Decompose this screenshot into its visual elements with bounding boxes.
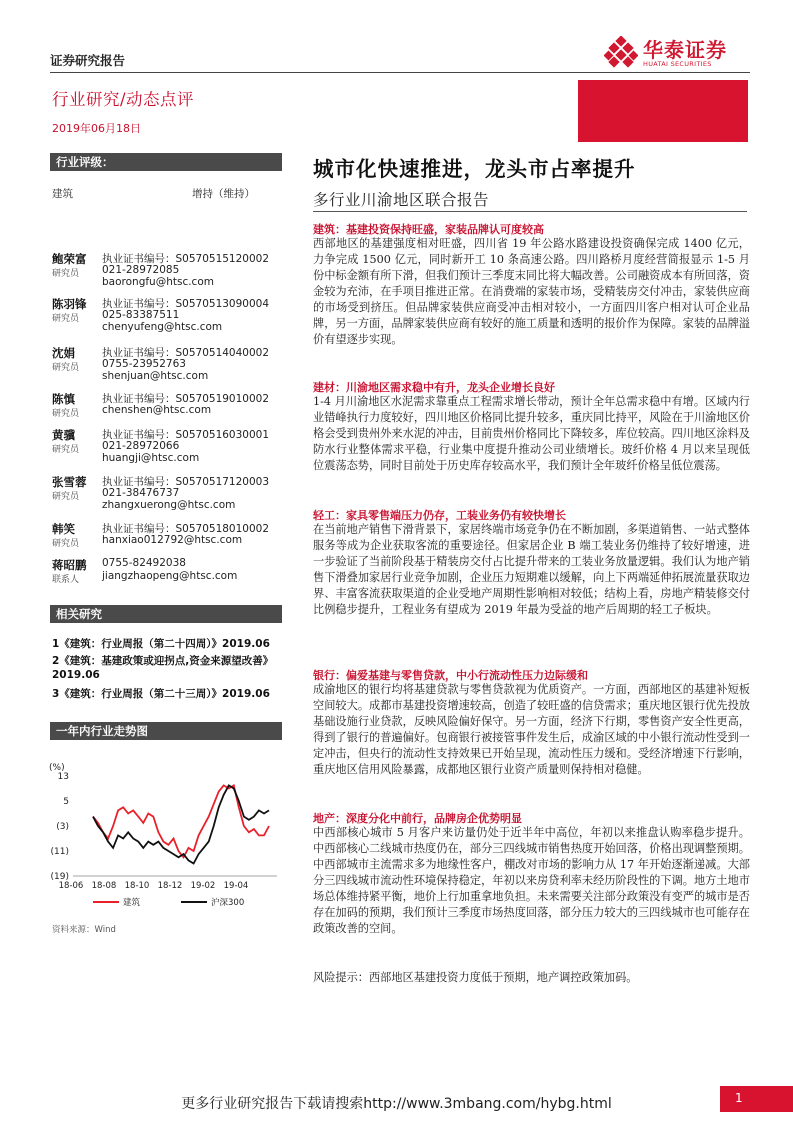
section-heading-bank: 银行：偏爱基建与零售贷款，中小行流动性压力边际缓和 xyxy=(313,669,588,682)
report-category: 行业研究/动态点评 xyxy=(52,90,195,109)
analyst-name: 张雪蓉 xyxy=(52,475,87,489)
header-red-bar xyxy=(578,80,748,142)
x-tick-label: 18-12 xyxy=(157,881,183,891)
analyst-info: 执业证书编号：S0570513090004 xyxy=(102,298,270,310)
logo-english: HUATAI SECURITIES xyxy=(643,60,712,68)
x-tick-label: 18-06 xyxy=(58,881,84,891)
analyst-role: 研究员 xyxy=(52,363,80,373)
analyst-role: 联系人 xyxy=(52,575,80,585)
footer-link[interactable]: 更多行业研究报告下载请搜索http://www.3mbang.com/hybg.html xyxy=(181,1096,612,1112)
section-heading-materials: 建材：川渝地区需求稳中有升，龙头企业增长良好 xyxy=(313,381,555,394)
chart-series xyxy=(93,785,269,863)
section-heading-realestate: 地产：深度分化中前行，品牌房企优势明显 xyxy=(313,812,522,825)
analyst-email[interactable]: baorongfu@htsc.com xyxy=(102,276,214,288)
series-line-0 xyxy=(93,785,269,857)
y-tick-label: (19) xyxy=(50,872,69,882)
analyst-email[interactable]: shenjuan@htsc.com xyxy=(102,370,209,382)
analyst-email[interactable]: chenshen@htsc.com xyxy=(102,403,212,416)
section-heading-construction: 建筑：基建投资保持旺盛，家装品牌认可度较高 xyxy=(313,223,544,236)
related-item-2[interactable]: 2《建筑：基建政策或迎拐点,资金来源望改善》2019.06 xyxy=(52,655,274,681)
related-item-1[interactable]: 1《建筑：行业周报（第二十四周）》2019.06 xyxy=(52,638,270,650)
analyst-role: 研究员 xyxy=(52,539,80,549)
rating-value: 增持（维持） xyxy=(192,188,255,200)
y-tick-label: (11) xyxy=(50,847,69,857)
page-number-bar xyxy=(720,1086,793,1112)
chart-unit-label: (%) xyxy=(49,763,65,773)
analyst-name: 鲍荣富 xyxy=(52,252,87,266)
analyst-email[interactable]: chenyufeng@htsc.com xyxy=(102,321,223,333)
rating-bar: 行业评级： xyxy=(50,153,282,171)
x-tick-label: 18-08 xyxy=(91,881,117,891)
chart-legend xyxy=(93,897,244,908)
analyst-name: 陈慎 xyxy=(52,392,75,406)
analyst-name: 黄骥 xyxy=(52,428,75,442)
analyst-email[interactable]: jiangzhaopeng@htsc.com xyxy=(102,569,238,582)
analyst-info: 执业证书编号：S0570516030001 xyxy=(102,429,270,441)
analyst-name: 蒋昭鹏 xyxy=(52,558,87,572)
report-date: 2019年06月18日 xyxy=(52,122,141,135)
analyst-info: 执业证书编号：S0570515120002 xyxy=(102,253,270,265)
trend-bar: 一年内行业走势图 xyxy=(50,722,282,740)
analyst-info: 执业证书编号：S0570518010002 xyxy=(102,523,270,535)
x-tick-label: 19-02 xyxy=(190,881,216,891)
analyst-role: 研究员 xyxy=(52,409,80,419)
huatai-logo-icon xyxy=(604,36,638,70)
section-body-realestate: 中西部核心城市 5 月客户来访量仍处于近半年中高位，年初以来推盘认购率稳步提升。中西部核心二线城市热度仍在，部分三四线城市销售热度开始回落，价格出现调整预期。中西部城市主流需求多为地缘性客户，棚改对市场的影响力从 17 年开始逐渐递减。大部分三四线城市流动性环境保持稳定，年初以来房贷利率未经历阶段性的下调。地方土地市场总体维持紧平衡，地价上行加重拿地负担。未来需要关注部分政策没有变严的城市是否存在加码的预期，我们预计三季度市场热度回落，部分压力较大的三四线城市也可能存在政策改善的空间。 xyxy=(313,826,750,935)
report-type: 证券研究报告 xyxy=(50,53,126,68)
analyst-info: 021-38476737 xyxy=(102,486,180,499)
analyst-info: 025-83387511 xyxy=(102,308,180,321)
analyst-info: 执业证书编号：S0570517120003 xyxy=(102,476,270,488)
section-body-materials: 1-4 月川渝地区水泥需求靠重点工程需求增长带动，预计全年总需求稳中有增。区域内行业错峰执行力度较好，四川地区价格同比提升较多，重庆同比持平，风险在于川渝地区价格会受到贵州外来水泥的冲击，目前贵州价格同比下降较多，库位较高。四川地区涂料及防水行业整体需求平稳，行业集中度提升推动公司业绩增长。玻纤价格 4 月以来呈现低位震荡态势，同时目前处于历史库存较高水平，我们预计全年玻纤价格呈低位震荡。 xyxy=(313,395,750,472)
x-tick-label: 19-04 xyxy=(223,881,249,891)
title-rule xyxy=(313,211,747,212)
analyst-info: 执业证书编号：S0570519010002 xyxy=(102,393,270,405)
analyst-email[interactable]: hanxiao012792@htsc.com xyxy=(102,533,243,546)
sub-title: 多行业川渝地区联合报告 xyxy=(313,191,490,209)
page-number: 1 xyxy=(735,1091,743,1105)
header-rule xyxy=(50,72,750,73)
logo-name: 华泰证券 xyxy=(643,38,727,62)
analyst-info: 执业证书编号：S0570514040002 xyxy=(102,347,270,359)
section-body-construction: 西部地区的基建强度相对旺盛，四川省 19 年公路水路建设投资确保完成 1400 亿元，力争完成 1500 亿元，同时新开工 10 条高速公路。四川路桥月度经营简报显示 1-5 月份中标金额有所下滑，但我们预计三季度末同比将大幅改善。公司融资成本有所回落，资金较为充沛，在手项目推进正常。在消费端的家装市场，受精装房交付冲击，家装供应商的市场受到挤压。但品牌家装供应商受冲击相对较小，一方面四川客户相对认可企业品牌，另一方面，品牌家装供应商有较好的施工质量和透明的报价作为保障。家装的品牌溢价有望逐步实现。 xyxy=(313,237,750,346)
related-bar: 相关研究 xyxy=(50,605,282,623)
analyst-info: 0755-82492038 xyxy=(102,557,186,569)
chart-y-axis xyxy=(51,772,277,882)
trend-chart xyxy=(45,758,285,916)
analyst-name: 沈娟 xyxy=(52,346,75,360)
main-title: 城市化快速推进，龙头市占率提升 xyxy=(313,157,636,181)
y-tick-label: (3) xyxy=(56,822,69,832)
analyst-email[interactable]: huangji@htsc.com xyxy=(102,452,200,464)
legend-label: 建筑 xyxy=(123,898,141,908)
analyst-role: 研究员 xyxy=(52,269,80,279)
chart-source: 资料来源：Wind xyxy=(52,925,116,935)
related-item-3[interactable]: 3《建筑：行业周报（第二十三周）》2019.06 xyxy=(52,688,270,700)
analyst-role: 研究员 xyxy=(52,314,80,324)
legend-label: 沪深300 xyxy=(211,898,245,908)
analyst-role: 研究员 xyxy=(52,492,80,502)
section-body-lightindustry: 在当前地产销售下滑背景下，家居终端市场竞争仍在不断加剧，多渠道销售、一站式整体服务等成为企业获取客流的重要途径。但家居企业 B 端工装业务仍维持了较好增速，进一步验证了当前阶段基于精装房交付占比提升带来的工装业务放量逻辑。我们认为地产销售下滑叠加家居行业竞争加剧，企业压力短期难以缓解，向上下两端延伸拓展流量获取边界、丰富客流获取渠道的企业受地产周期性影响相对较低；结构上看，房地产精装修交付比例稳步提升，工程业务有望成为 2019 年最为受益的地产后周期的轻工子板块。 xyxy=(313,523,750,616)
analyst-name: 陈羽锋 xyxy=(52,297,87,311)
rating-industry: 建筑 xyxy=(52,188,73,200)
x-tick-label: 18-10 xyxy=(124,881,150,891)
analyst-email[interactable]: zhangxuerong@htsc.com xyxy=(102,499,236,511)
analyst-info: 021-28972066 xyxy=(102,439,180,452)
analyst-name: 韩笑 xyxy=(52,522,75,536)
y-tick-label: 13 xyxy=(57,772,69,782)
risk-warning: 风险提示：西部地区基建投资力度低于预期，地产调控政策加码。 xyxy=(313,971,638,984)
y-tick-label: 5 xyxy=(63,797,69,807)
analyst-role: 研究员 xyxy=(52,445,80,455)
chart-x-axis xyxy=(59,881,249,891)
section-body-bank: 成渝地区的银行均将基建贷款与零售贷款视为优质资产。一方面，西部地区的基建补短板空间较大。成都市基建投资增速较高，创造了较旺盛的信贷需求；重庆地区银行优先投放基础设施行业贷款，反映风险偏好保守。另一方面，经济下行期，零售资产安全性更高，得到了银行的普遍偏好。包商银行被接管事件发生后，成渝区域的中小银行流动性受到一定冲击，但央行的流动性支持效果已开始呈现，流动性压力缓和。受经济增速下行影响，重庆地区信用风险暴露，成都地区银行业资产质量则保持相对稳健。 xyxy=(313,683,750,776)
section-heading-lightindustry: 轻工：家具零售端压力仍存，工装业务仍有较快增长 xyxy=(313,509,566,522)
analyst-info: 0755-23952763 xyxy=(102,357,186,370)
analyst-info: 021-28972085 xyxy=(102,263,180,276)
